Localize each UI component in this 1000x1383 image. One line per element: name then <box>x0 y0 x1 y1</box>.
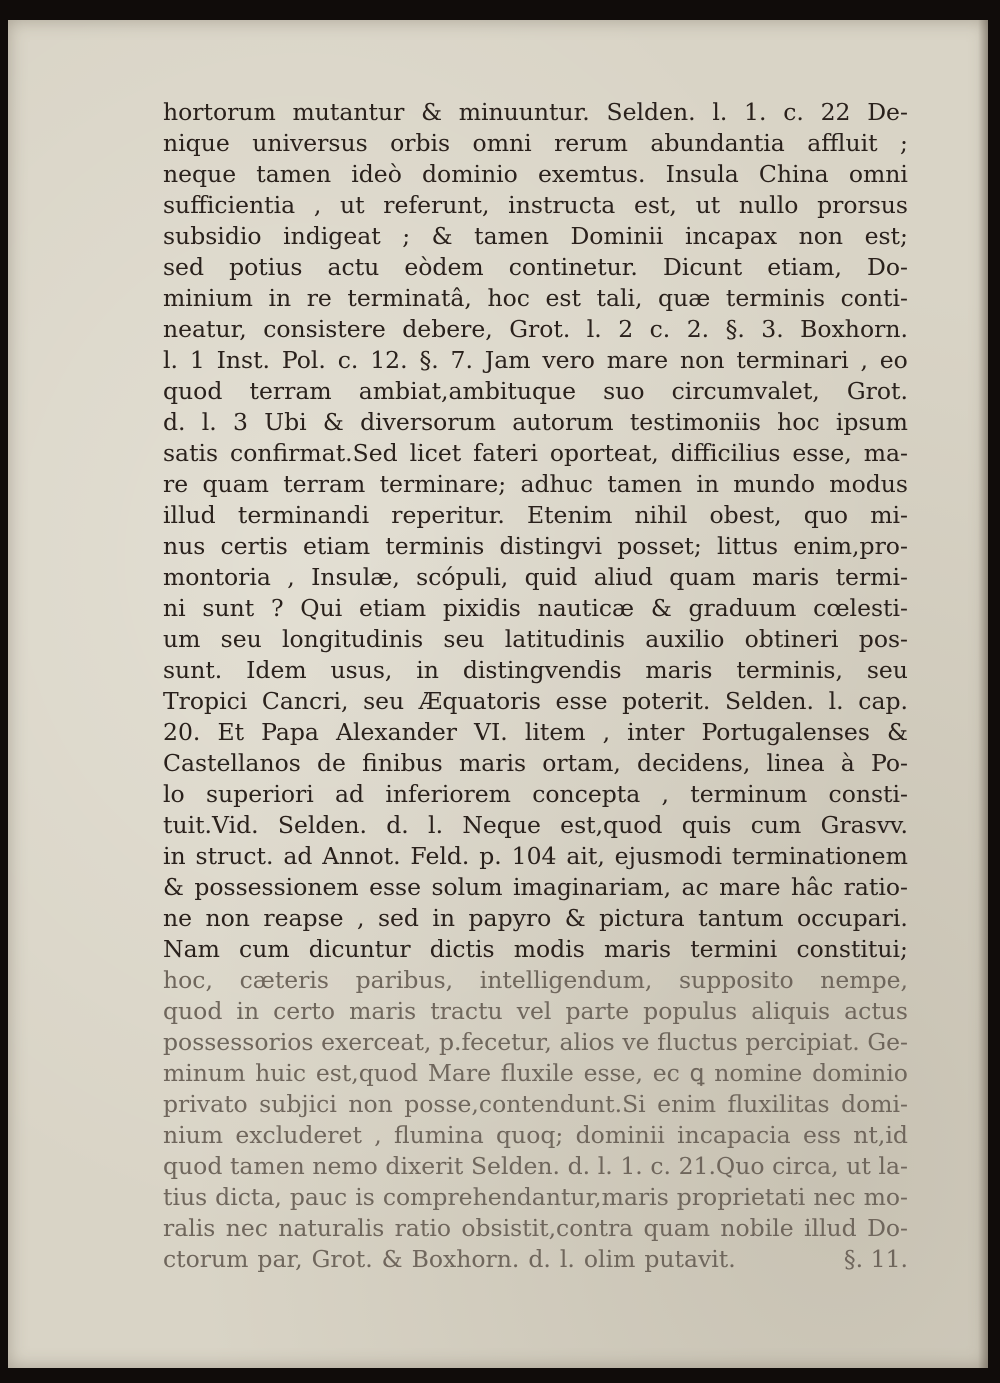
text-line: tius dicta, pauc is comprehendantur,maris proprietati nec mo- <box>163 1183 908 1211</box>
text-line: quod tamen nemo dixerit Selden. d. l. 1. c. 21.Quo circa, ut la- <box>163 1152 908 1180</box>
text-line: nium excluderet , flumina quoq; dominii incapacia ess nt,id <box>163 1121 908 1149</box>
text-line: Castellanos de finibus maris ortam, decidens, linea à Po- <box>163 749 908 777</box>
text-line: ni sunt ? Qui etiam pixidis nauticæ & graduum cœlesti- <box>163 594 908 622</box>
text-line: nus certis etiam terminis distingvi posset; littus enim,pro- <box>163 532 908 560</box>
body-text <box>163 97 908 1275</box>
text-line: quod terram ambiat,ambituque suo circumvalet, Grot. <box>163 377 908 405</box>
text-line: minium in re terminatâ, hoc est tali, quæ terminis conti- <box>163 284 908 312</box>
text-line: hortorum mutantur & minuuntur. Selden. l. 1. c. 22 De- <box>163 98 908 126</box>
section-mark: §. 11. <box>843 1245 908 1273</box>
text-line: nique universus orbis omni rerum abundantia affluit ; <box>163 129 908 157</box>
text-line: illud terminandi reperitur. Etenim nihil obest, quo mi- <box>163 501 908 529</box>
text-line: lo superiori ad inferiorem concepta , terminum consti- <box>163 780 908 808</box>
text-line: sufficientia , ut referunt, instructa est, ut nullo prorsus <box>163 191 908 219</box>
text-line: possessorios exerceat, p.fecetur, alios ve fluctus percipiat. Ge- <box>163 1028 908 1056</box>
text-line: Nam cum dicuntur dictis modis maris termini constitui; <box>163 935 908 963</box>
text-line: sed potius actu eòdem continetur. Dicunt etiam, Do- <box>163 253 908 281</box>
text-line: ne non reapse , sed in papyro & pictura tantum occupari. <box>163 904 908 932</box>
text-line: in struct. ad Annot. Feld. p. 104 ait, ejusmodi terminationem <box>163 842 908 870</box>
text-line: neque tamen ideò dominio exemtus. Insula China omni <box>163 160 908 188</box>
text-line: l. 1 Inst. Pol. c. 12. §. 7. Jam vero mare non terminari , eo <box>163 346 908 374</box>
text-line: ctorum par, Grot. & Boxhorn. d. l. olim putavit. §. 11. <box>163 1245 908 1273</box>
text-line: satis confirmat.Sed licet fateri oporteat, difficilius esse, ma- <box>163 439 908 467</box>
text-line: re quam terram terminare; adhuc tamen in mundo modus <box>163 470 908 498</box>
text-line: subsidio indigeat ; & tamen Dominii incapax non est; <box>163 222 908 250</box>
page-edge-shadow <box>978 20 988 1368</box>
text-line: tuit.Vid. Selden. d. l. Neque est,quod quis cum Grasvv. <box>163 811 908 839</box>
text-line: ralis nec naturalis ratio obsistit,contra quam nobile illud Do- <box>163 1214 908 1242</box>
text-line: neatur, consistere debere, Grot. l. 2 c. 2. §. 3. Boxhorn. <box>163 315 908 343</box>
text-line: minum huic est,quod Mare fluxile esse, ec ꝗ nomine dominio <box>163 1059 908 1087</box>
text-line: Tropici Cancri, seu Æquatoris esse poterit. Selden. l. cap. <box>163 687 908 715</box>
text-line: d. l. 3 Ubi & diversorum autorum testimoniis hoc ipsum <box>163 408 908 436</box>
text-line: sunt. Idem usus, in distingvendis maris terminis, seu <box>163 656 908 684</box>
book-page <box>8 20 988 1368</box>
text-line: um seu longitudinis seu latitudinis auxilio obtineri pos- <box>163 625 908 653</box>
text-line: privato subjici non posse,contendunt.Si enim fluxilitas domi- <box>163 1090 908 1118</box>
text-line: 20. Et Papa Alexander VI. litem , inter Portugalenses & <box>163 718 908 746</box>
text-line: montoria , Insulæ, scópuli, quid aliud quam maris termi- <box>163 563 908 591</box>
text-line: & possessionem esse solum imaginariam, ac mare hâc ratio- <box>163 873 908 901</box>
text-line: hoc, cæteris paribus, intelligendum, supposito nempe, <box>163 966 908 994</box>
text-line: quod in certo maris tractu vel parte populus aliquis actus <box>163 997 908 1025</box>
